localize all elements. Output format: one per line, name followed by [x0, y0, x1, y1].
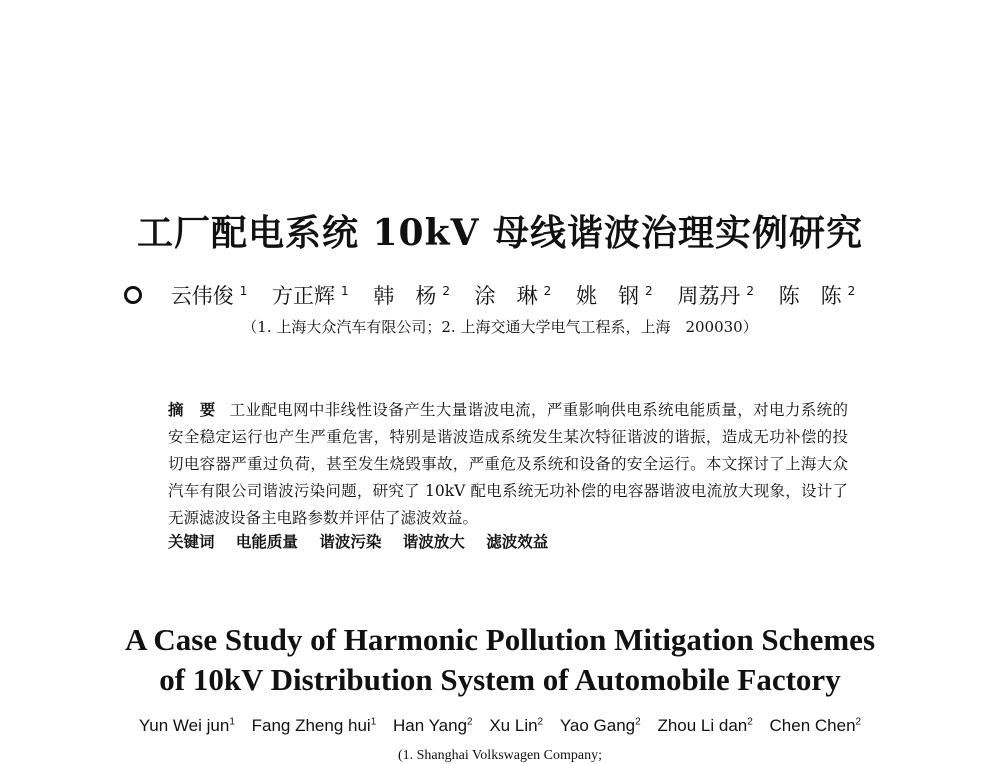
- author-en: [139, 716, 235, 735]
- author-cn-name: 云伟俊: [170, 284, 234, 308]
- author-cn: [373, 280, 450, 310]
- chinese-authors: [124, 280, 904, 310]
- keywords-line: [168, 530, 564, 552]
- chinese-affiliation: （1. 上海大众汽车有限公司；2. 上海交通大学电气工程系，上海 200030）: [242, 318, 758, 336]
- author-en-sup: 2: [537, 716, 544, 728]
- author-en: [560, 716, 641, 735]
- keyword: 谐波污染: [319, 532, 382, 551]
- author-cn-name: 韩 杨: [373, 284, 437, 308]
- english-authors: [0, 716, 1000, 736]
- bullet-circle-icon: [124, 286, 142, 304]
- author-en-name: Zhou Li dan: [657, 716, 748, 735]
- author-cn-sup: 1: [239, 284, 248, 298]
- keyword: 谐波放大: [402, 532, 465, 551]
- author-en-sup: 1: [229, 716, 235, 728]
- english-title-line-1: A Case Study of Harmonic Pollution Mitigation Schemes: [124, 622, 876, 657]
- author-en: [657, 716, 752, 735]
- author-en-sup: 2: [747, 716, 753, 728]
- chinese-abstract: [168, 396, 848, 532]
- chinese-title: 工厂配电系统 10kV 母线谐波治理实例研究: [136, 212, 864, 254]
- keywords-label: 关键词: [168, 532, 215, 551]
- author-en-sup: 1: [370, 716, 377, 728]
- abstract-label: 摘 要: [168, 400, 216, 419]
- author-en-name: Yun Wei jun: [138, 716, 230, 735]
- author-cn: [171, 280, 248, 310]
- author-en: [489, 716, 543, 735]
- author-cn-sup: 2: [442, 284, 450, 298]
- author-en: [252, 716, 377, 735]
- author-cn: [779, 280, 856, 310]
- author-en: [393, 716, 473, 735]
- author-en: [770, 716, 862, 735]
- author-en-name: Yao Gang: [559, 716, 636, 735]
- keyword: 电能质量: [235, 532, 298, 551]
- author-cn-name: 方正辉: [272, 284, 336, 308]
- author-cn: [576, 280, 653, 310]
- abstract-text: 工业配电网中非线性设备产生大量谐波电流，严重影响供电系统电能质量，对电力系统的安全稳定运行也产生严重危害，特别是谐波造成系统发生某次特征谐波的谐振，造成无功补偿的投切电容器严重过负荷，甚至发生烧毁事故，严重危及系统和设备的安全运行。本文探讨了上海大众汽车有限公司谐波污染问题，研究了 10kV 配电系统无功补偿的电容器谐波电流放大现象，设计了无源滤波设备主电路参数并评估了滤波效益。: [168, 401, 848, 527]
- author-cn-name: 姚 钢: [576, 284, 639, 308]
- english-title-line-2: of 10kV Distribution System of Automobile Factory: [159, 662, 841, 697]
- author-en-sup: 2: [855, 716, 862, 728]
- english-title: [0, 620, 1000, 700]
- author-cn: [272, 280, 349, 310]
- english-affiliation: (1. Shanghai Volkswagen Company;: [397, 748, 603, 763]
- author-en-name: Chen Chen: [769, 716, 856, 735]
- author-cn-sup: 2: [543, 284, 552, 298]
- author-cn-sup: 2: [645, 284, 653, 298]
- author-cn: [475, 280, 552, 310]
- author-cn-sup: 2: [847, 284, 856, 298]
- author-en-sup: 2: [467, 716, 473, 728]
- author-cn-name: 陈 陈: [778, 284, 842, 308]
- author-en-name: Xu Lin: [489, 716, 538, 735]
- author-cn: [677, 280, 754, 310]
- keyword: 滤波效益: [486, 532, 549, 551]
- author-en-sup: 2: [635, 716, 641, 728]
- author-cn-name: 涂 琳: [474, 284, 538, 308]
- author-en-name: Fang Zheng hui: [251, 716, 371, 735]
- author-cn-name: 周荔丹: [677, 284, 741, 308]
- author-cn-sup: 1: [341, 284, 349, 298]
- author-cn-sup: 2: [746, 284, 754, 298]
- author-en-name: Han Yang: [393, 716, 468, 735]
